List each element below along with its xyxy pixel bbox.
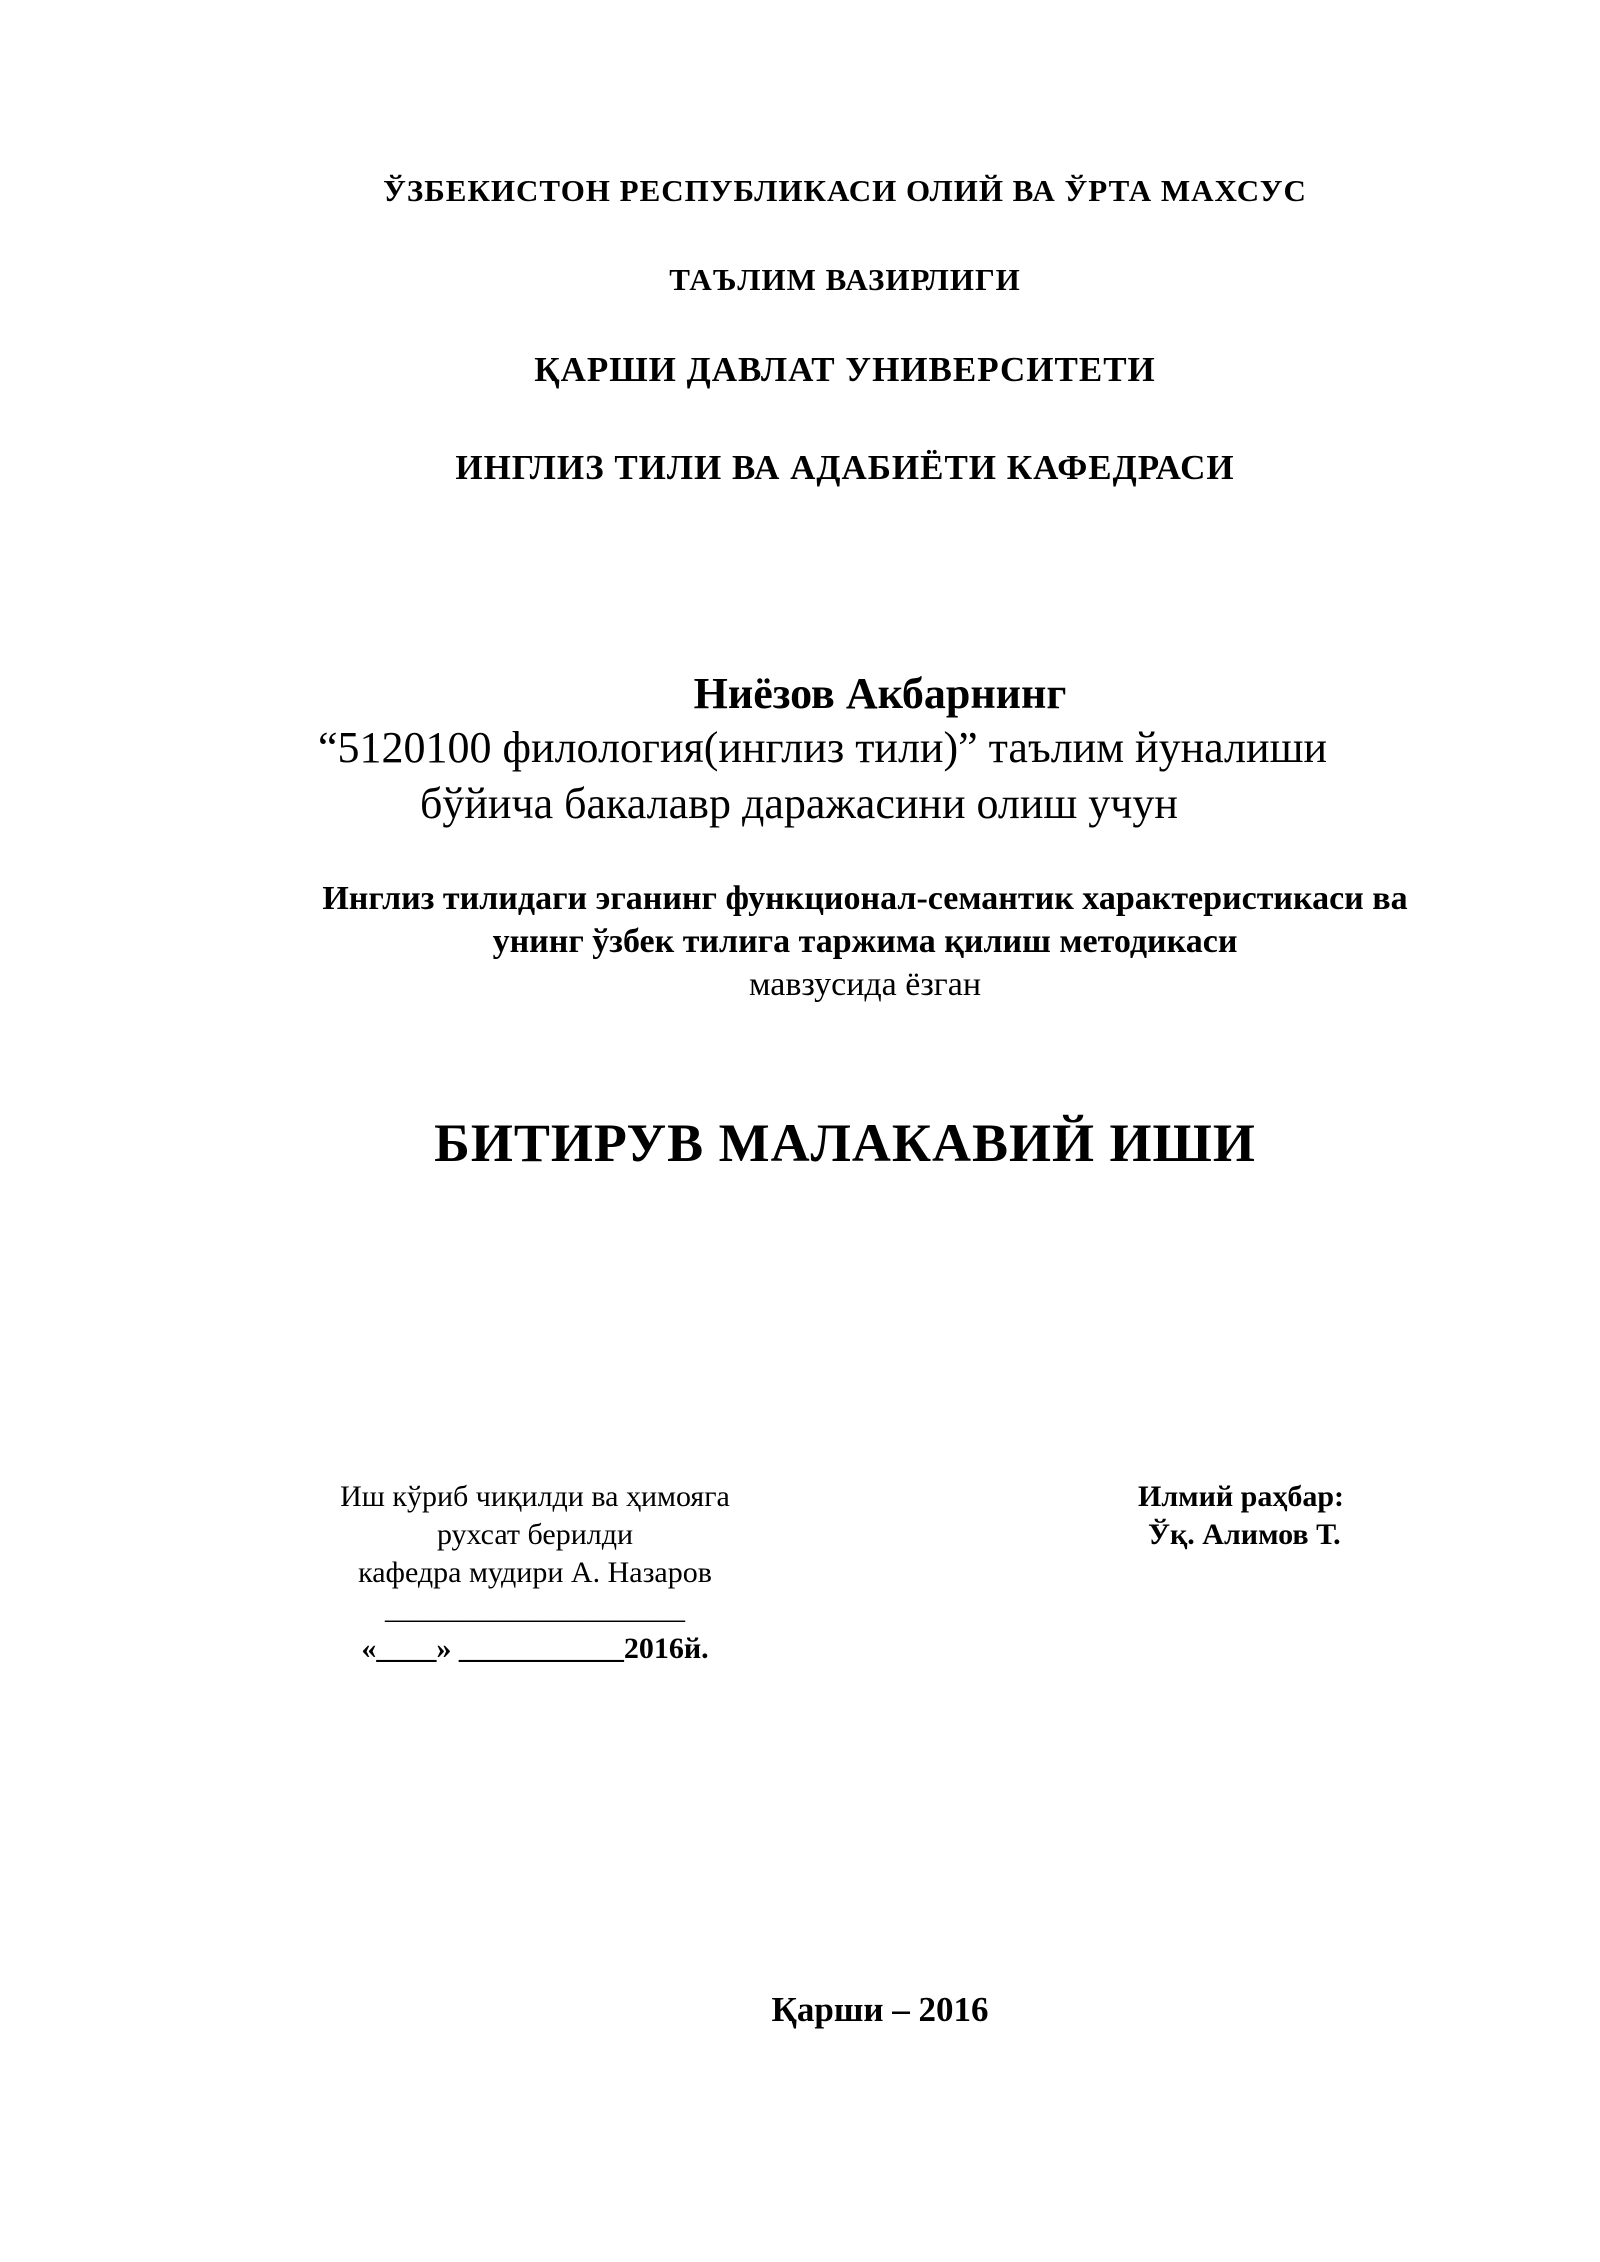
- approval-line-2: рухсат берилди: [436, 1518, 634, 1551]
- city-year: Қарши – 2016: [771, 1990, 989, 2029]
- approval-line-1: Иш кўриб чиқилди ва ҳимояга: [340, 1480, 730, 1513]
- topic-line-1: Инглиз тилидаги эганинг функционал-семантик характеристикаси ва: [322, 880, 1408, 917]
- approval-line-3: кафедра мудири А. Назаров: [358, 1556, 712, 1589]
- study-direction-line-2: бўйича бакалавр даражасини олиш учун: [420, 779, 1178, 828]
- ministry-line-1: ЎЗБЕКИСТОН РЕСПУБЛИКАСИ ОЛИЙ ВА ЎРТА МАХСУС: [383, 173, 1307, 208]
- university-name: ҚАРШИ ДАВЛАТ УНИВЕРСИТЕТИ: [534, 350, 1156, 389]
- department-name: ИНГЛИЗ ТИЛИ ВА АДАБИЁТИ КАФЕДРАСИ: [455, 448, 1235, 487]
- supervisor-name: Ўқ. Алимов Т.: [1148, 1518, 1341, 1551]
- topic-suffix: мавзусида ёзган: [748, 966, 982, 1003]
- author-name: Ниёзов Акбарнинг: [693, 669, 1067, 718]
- supervisor-label: Илмий раҳбар:: [1138, 1480, 1345, 1513]
- study-direction-line-1: “5120100 филология(инглиз тили)” таълим йуналиши: [318, 723, 1327, 772]
- document-type-title: БИТИРУВ МАЛАКАВИЙ ИШИ: [434, 1113, 1256, 1173]
- approval-date: «____» ___________2016й.: [361, 1632, 709, 1665]
- signature-line: ____________________: [385, 1592, 685, 1625]
- topic-line-2: унинг ўзбек тилига таржима қилиш методикаси: [492, 923, 1238, 960]
- ministry-line-2: ТАЪЛИМ ВАЗИРЛИГИ: [669, 262, 1021, 297]
